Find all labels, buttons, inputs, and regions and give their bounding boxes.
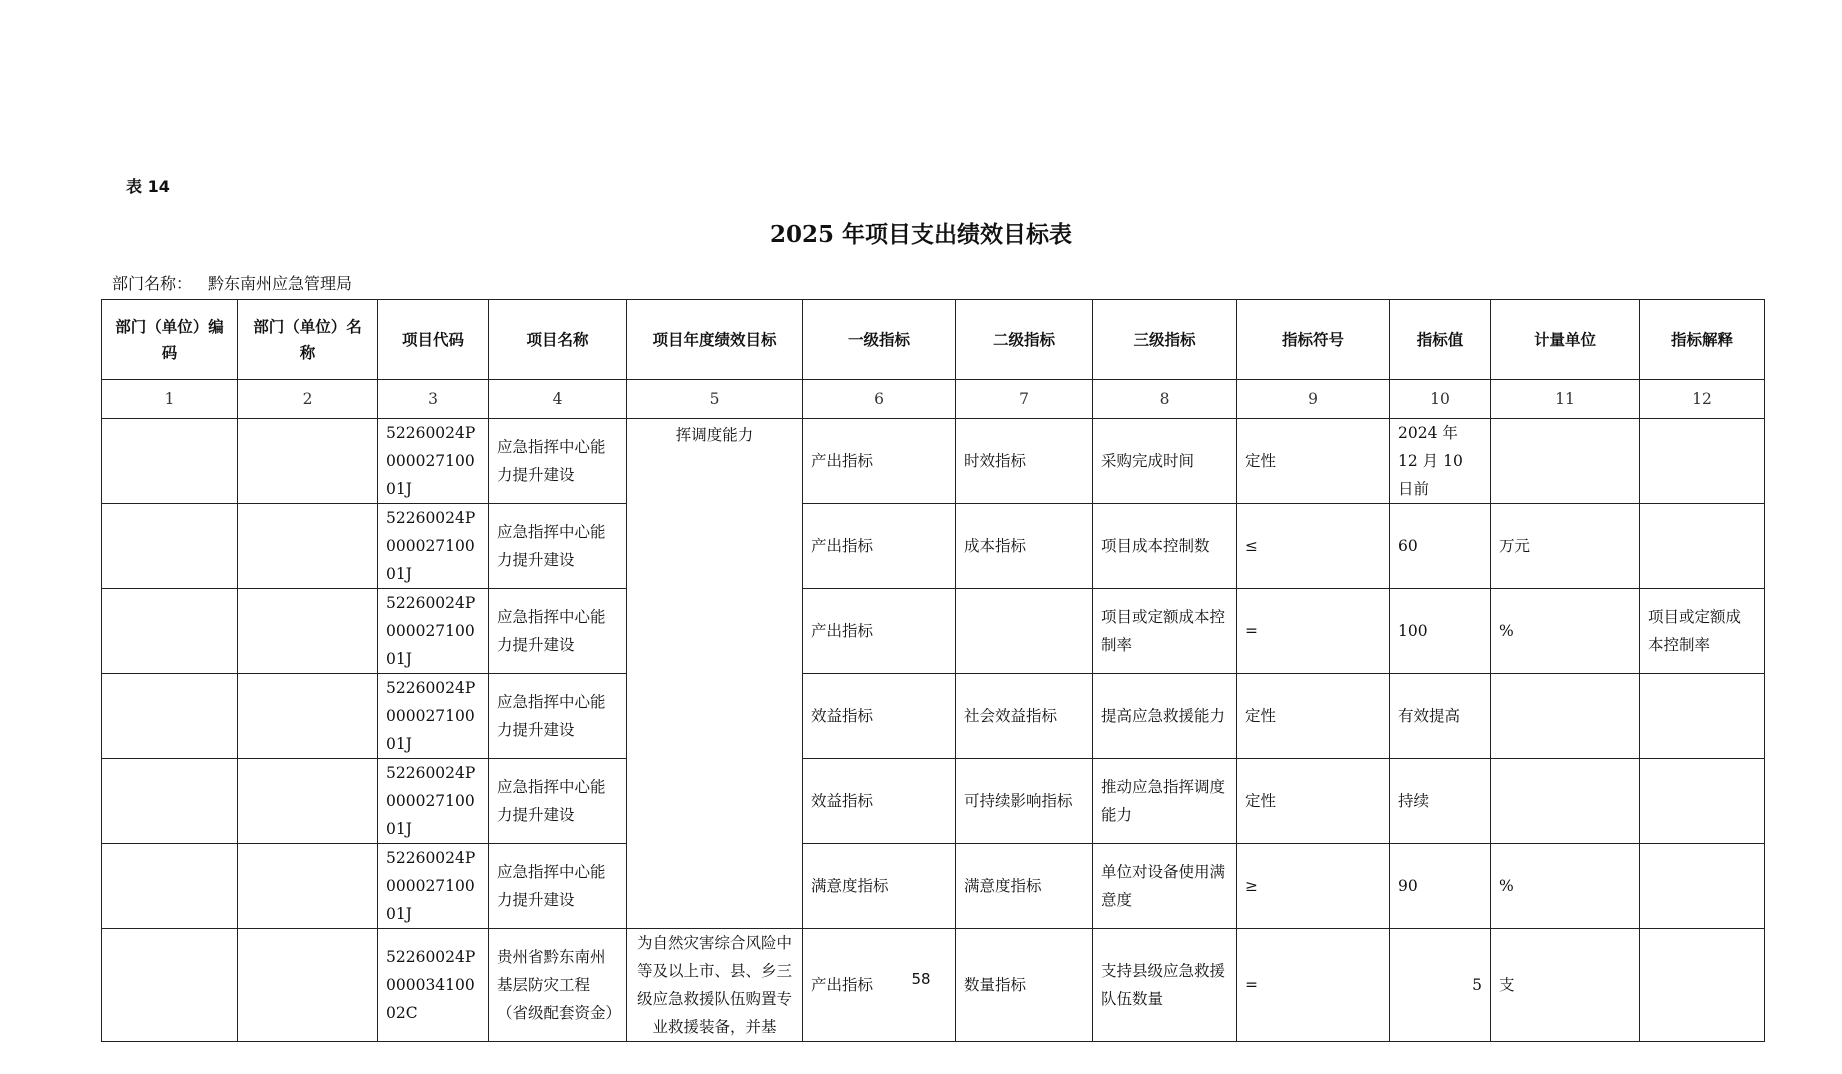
project-name-cell: 应急指挥中心能力提升建设 (489, 504, 627, 589)
level3-cell: 提高应急救援能力 (1093, 674, 1237, 759)
dept-code-cell (102, 759, 238, 844)
column-number: 11 (1491, 380, 1640, 419)
performance-target-table (101, 299, 1765, 1042)
header-cell: 指标解释 (1640, 300, 1765, 380)
value-cell: 持续 (1390, 759, 1491, 844)
project-name-cell: 应急指挥中心能力提升建设 (489, 589, 627, 674)
dept-name-cell (238, 759, 378, 844)
column-number: 6 (803, 380, 956, 419)
dept-code-cell (102, 674, 238, 759)
column-number: 1 (102, 380, 238, 419)
header-cell: 项目年度绩效目标 (627, 300, 803, 380)
header-row (102, 300, 1765, 380)
dept-code-cell (102, 504, 238, 589)
project-code-cell: 52260024P00002710001J (378, 419, 489, 504)
level1-cell: 效益指标 (803, 674, 956, 759)
explain-cell (1640, 419, 1765, 504)
table-row (102, 419, 1765, 504)
explain-cell (1640, 759, 1765, 844)
table-row (102, 674, 1765, 759)
project-name-cell: 贵州省黔东南州基层防灾工程（省级配套资金） (489, 929, 627, 1042)
column-number: 2 (238, 380, 378, 419)
level3-cell: 单位对设备使用满意度 (1093, 844, 1237, 929)
header-cell: 三级指标 (1093, 300, 1237, 380)
value-cell: 90 (1390, 844, 1491, 929)
dept-name-cell (238, 674, 378, 759)
header-cell: 部门（单位）编码 (102, 300, 238, 380)
page-number: 58 (911, 970, 931, 988)
dept-name-cell (238, 419, 378, 504)
level1-cell: 产出指标 (803, 504, 956, 589)
symbol-cell: 定性 (1237, 419, 1390, 504)
value-cell: 60 (1390, 504, 1491, 589)
symbol-cell: = (1237, 929, 1390, 1042)
column-number: 10 (1390, 380, 1491, 419)
table-row (102, 504, 1765, 589)
table-row (102, 844, 1765, 929)
unit-cell: % (1491, 844, 1640, 929)
level2-cell: 成本指标 (956, 504, 1093, 589)
level1-cell: 满意度指标 (803, 844, 956, 929)
project-name-cell: 应急指挥中心能力提升建设 (489, 674, 627, 759)
project-code-cell: 52260024P00002710001J (378, 844, 489, 929)
explain-cell (1640, 504, 1765, 589)
table-row (102, 759, 1765, 844)
page-title: 2025 年项目支出绩效目标表 (769, 221, 1073, 248)
column-number: 8 (1093, 380, 1237, 419)
dept-code-cell (102, 589, 238, 674)
level1-cell: 产出指标 (803, 419, 956, 504)
unit-cell: 万元 (1491, 504, 1640, 589)
column-number: 4 (489, 380, 627, 419)
level3-cell: 采购完成时间 (1093, 419, 1237, 504)
level2-cell (956, 589, 1093, 674)
header-cell: 计量单位 (1491, 300, 1640, 380)
level2-cell: 可持续影响指标 (956, 759, 1093, 844)
level1-cell: 效益指标 (803, 759, 956, 844)
table-number: 表 14 (126, 177, 170, 196)
column-number: 3 (378, 380, 489, 419)
level3-cell: 支持县级应急救援队伍数量 (1093, 929, 1237, 1042)
header-cell: 指标值 (1390, 300, 1491, 380)
unit-cell: 支 (1491, 929, 1640, 1042)
symbol-cell: 定性 (1237, 674, 1390, 759)
value-cell: 100 (1390, 589, 1491, 674)
level3-cell: 项目成本控制数 (1093, 504, 1237, 589)
level1-cell: 产出指标 (803, 589, 956, 674)
symbol-cell: ≤ (1237, 504, 1390, 589)
column-number: 9 (1237, 380, 1390, 419)
unit-cell (1491, 759, 1640, 844)
header-cell: 一级指标 (803, 300, 956, 380)
project-code-cell: 52260024P00002710001J (378, 589, 489, 674)
column-number-row (102, 380, 1765, 419)
value-cell: 5 (1390, 929, 1491, 1042)
level3-cell: 项目或定额成本控制率 (1093, 589, 1237, 674)
level1-cell: 产出指标 (803, 929, 956, 1042)
header-cell: 二级指标 (956, 300, 1093, 380)
symbol-cell: ≥ (1237, 844, 1390, 929)
level3-cell: 推动应急指挥调度能力 (1093, 759, 1237, 844)
dept-code-cell (102, 844, 238, 929)
project-name-cell: 应急指挥中心能力提升建设 (489, 759, 627, 844)
explain-cell: 项目或定额成本控制率 (1640, 589, 1765, 674)
level2-cell: 时效指标 (956, 419, 1093, 504)
project-name-cell: 应急指挥中心能力提升建设 (489, 419, 627, 504)
column-number: 7 (956, 380, 1093, 419)
department-name: 黔东南州应急管理局 (208, 274, 353, 293)
unit-cell: % (1491, 589, 1640, 674)
department-line (112, 271, 352, 294)
explain-cell (1640, 674, 1765, 759)
unit-cell (1491, 419, 1640, 504)
header-cell: 指标符号 (1237, 300, 1390, 380)
project-code-cell: 52260024P00002710001J (378, 759, 489, 844)
level2-cell: 满意度指标 (956, 844, 1093, 929)
explain-cell (1640, 844, 1765, 929)
header-cell: 项目名称 (489, 300, 627, 380)
value-cell: 2024 年 12 月 10 日前 (1390, 419, 1491, 504)
project-code-cell: 52260024P00002710001J (378, 504, 489, 589)
dept-name-cell (238, 589, 378, 674)
unit-cell (1491, 674, 1640, 759)
column-number: 5 (627, 380, 803, 419)
project-code-cell: 52260024P00003410002C (378, 929, 489, 1042)
annual-goal-cell: 为自然灾害综合风险中等及以上市、县、乡三级应急救援队伍购置专业救援装备，并基 (627, 929, 803, 1042)
project-code-cell: 52260024P00002710001J (378, 674, 489, 759)
header-cell: 部门（单位）名称 (238, 300, 378, 380)
value-cell: 有效提高 (1390, 674, 1491, 759)
department-label: 部门名称： (112, 274, 193, 293)
symbol-cell: = (1237, 589, 1390, 674)
level2-cell: 社会效益指标 (956, 674, 1093, 759)
dept-name-cell (238, 504, 378, 589)
annual-goal-cell: 挥调度能力 (627, 419, 803, 929)
dept-name-cell (238, 844, 378, 929)
table-row (102, 589, 1765, 674)
dept-code-cell (102, 419, 238, 504)
project-name-cell: 应急指挥中心能力提升建设 (489, 844, 627, 929)
column-number: 12 (1640, 380, 1765, 419)
header-cell: 项目代码 (378, 300, 489, 380)
level2-cell: 数量指标 (956, 929, 1093, 1042)
symbol-cell: 定性 (1237, 759, 1390, 844)
